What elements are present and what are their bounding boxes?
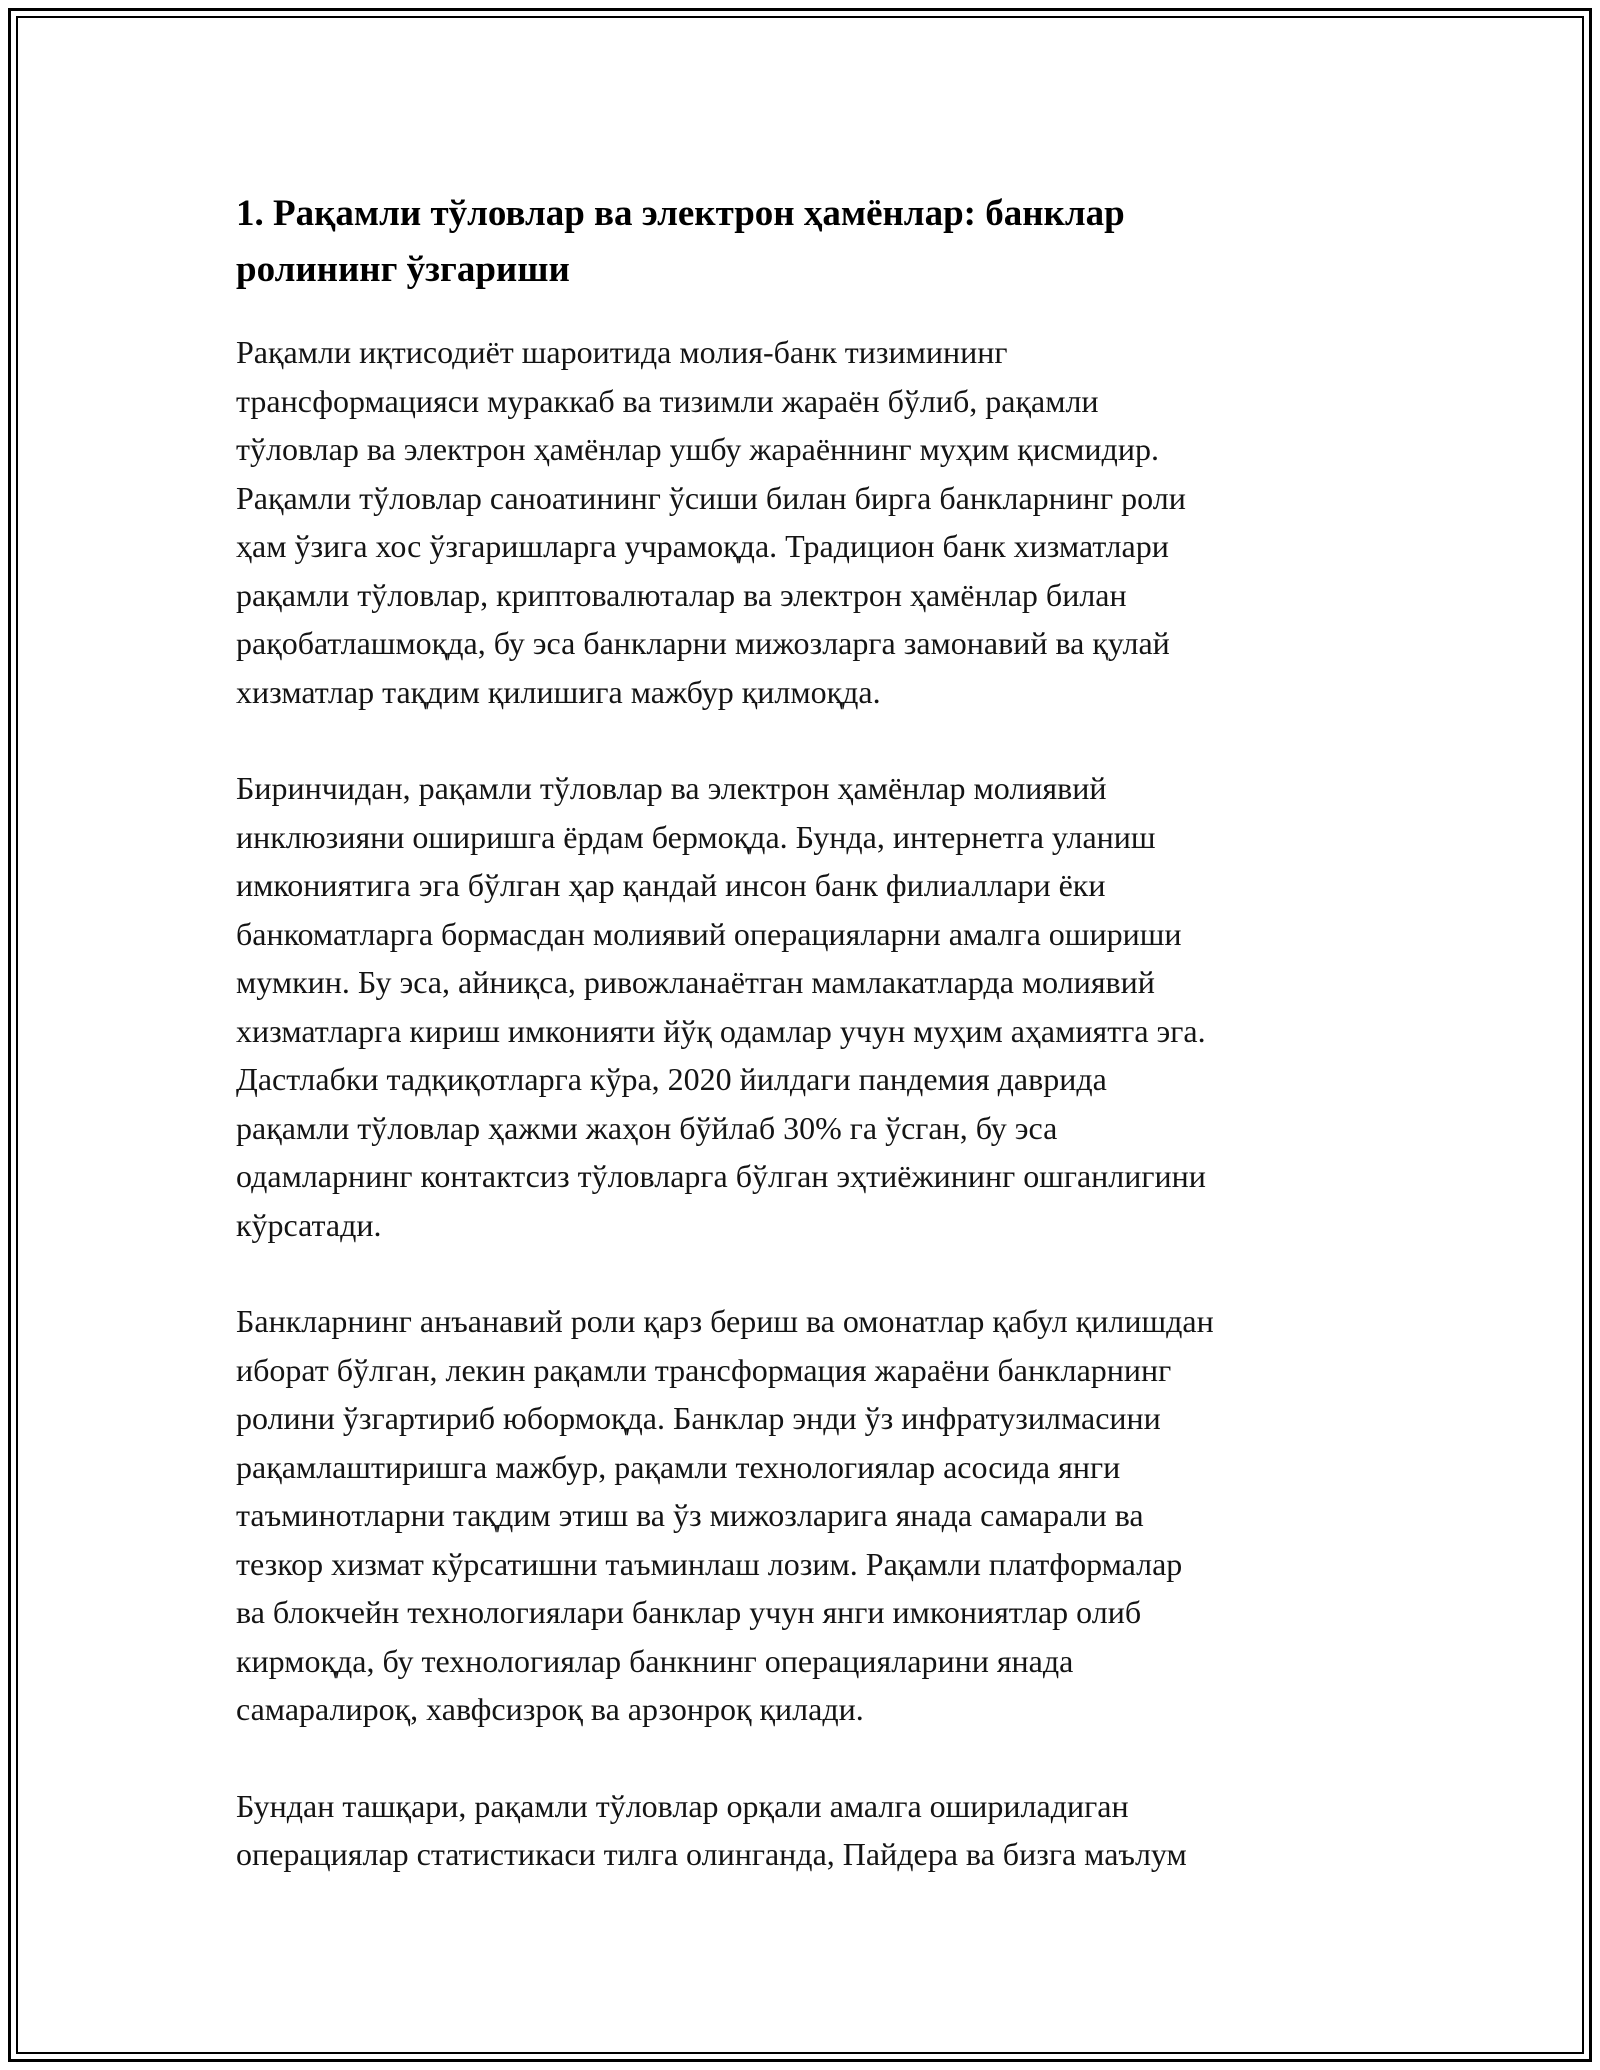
paragraph-line: трансформацияси мураккаб ва тизимли жараён бўлиб, рақамли [236,382,1099,419]
paragraph-1 [236,328,1376,716]
paragraph-line: мумкин. Бу эса, айниқса, ривожланаётган мамлакатларда молиявий [236,964,1155,1000]
paragraph-line: Дастлабки тадқиқотларга кўра, 2020 йилдаги пандемия даврида [236,1061,1107,1097]
paragraph-line: кирмоқда, бу технологиялар банкнинг операцияларини янада [236,1642,1074,1679]
document-body [236,186,1376,1927]
section-heading [236,186,1376,298]
paragraph-line: тезкор хизмат кўрсатишни таъминлаш лозим. Рақамли платформалар [236,1545,1183,1582]
paragraph-line: рақамли тўловлар, криптовалюталар ва электрон ҳамёнлар билан [236,576,1127,613]
paragraph-line: Бундан ташқари, рақамли тўловлар орқали амалга ошириладиган [236,1787,1129,1824]
paragraph-line: рақамлаштиришга мажбур, рақамли технологиялар асосида янги [236,1448,1121,1485]
paragraph-line: одамларнинг контактсиз тўловларга бўлган эҳтиёжининг ошганлигини [236,1158,1206,1194]
paragraph-line: иборат бўлган, лекин рақамли трансформация жараёни банкларнинг [236,1351,1172,1388]
paragraph-line: тўловлар ва электрон ҳамёнлар ушбу жараённинг муҳим қисмидир. [236,431,1159,467]
paragraph-line: Биринчидан, рақамли тўловлар ва электрон ҳамёнлар молиявий [236,770,1107,806]
paragraph-line: банкоматларга бормасдан молиявий операцияларни амалга ошириши [236,915,1182,952]
paragraph-line: ролини ўзгартириб юбормоқда. Банклар энди ўз инфратузилмасини [236,1400,1161,1436]
paragraph-line: ва блокчейн технологиялари банклар учун янги имкониятлар олиб [236,1594,1142,1630]
heading-line: 1. Рақамли тўловлар ва электрон ҳамёнлар: банклар [236,193,1125,234]
paragraph-line: хизматларга кириш имконияти йўқ одамлар учун муҳим аҳамиятга эга. [236,1012,1206,1049]
paragraph-line: операциялар статистикаси тилга олинганда, Пайдера ва бизга маълум [236,1836,1187,1872]
paragraph-line: имкониятига эга бўлган ҳар қандай инсон банк филиаллари ёки [236,867,1106,903]
paragraph-4 [236,1782,1376,1879]
paragraph-line: кўрсатади. [236,1206,382,1243]
paragraph-line: рақобатлашмоқда, бу эса банкларни мижозларга замонавий ва қулай [236,625,1170,661]
paragraph-line: таъминотларни тақдим этиш ва ўз мижозларига янада самарали ва [236,1497,1144,1533]
paragraph-line: самаралироқ, хавфсизроқ ва арзонроқ қилади. [236,1691,864,1727]
heading-line: ролининг ўзгариши [236,249,570,290]
paragraph-line: Рақамли иқтисодиёт шароитида молия-банк тизимининг [236,334,1008,370]
paragraph-line: инклюзияни оширишга ёрдам бермоқда. Бунда, интернетга уланиш [236,818,1156,855]
paragraph-line: хизматлар тақдим қилишига мажбур қилмоқда. [236,673,881,710]
paragraph-3 [236,1297,1376,1734]
paragraph-2 [236,764,1376,1249]
paragraph-line: ҳам ўзига хос ўзгаришларга учрамоқда. Традицион банк хизматлари [236,528,1169,564]
paragraph-line: Рақамли тўловлар саноатининг ўсиши билан бирга банкларнинг роли [236,479,1186,516]
paragraph-line: Банкларнинг анъанавий роли қарз бериш ва омонатлар қабул қилишдан [236,1303,1214,1339]
paragraph-line: рақамли тўловлар ҳажми жаҳон бўйлаб 30% га ўсган, бу эса [236,1109,1058,1146]
